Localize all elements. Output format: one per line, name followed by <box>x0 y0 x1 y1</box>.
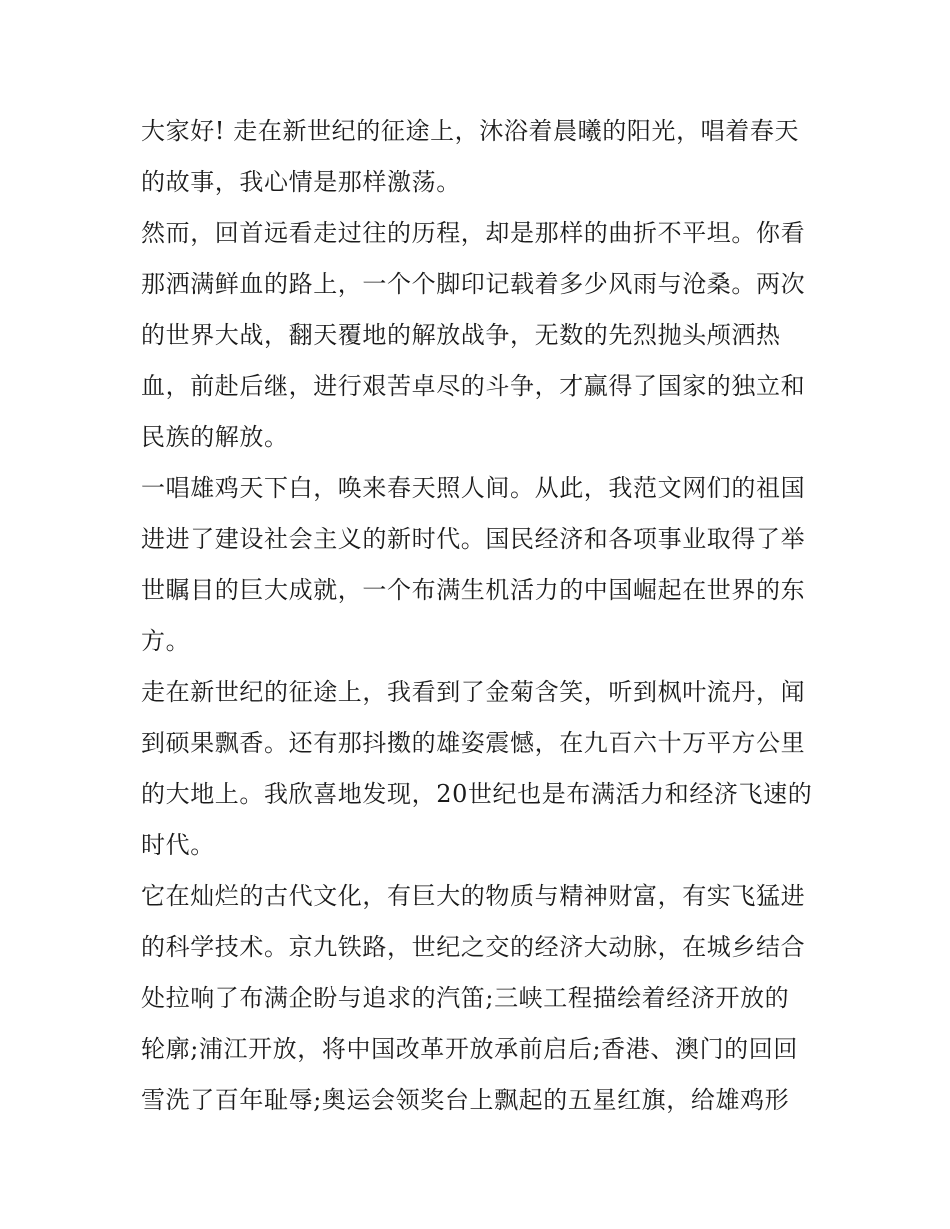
paragraph-new-century: 走在新世纪的征途上，我看到了金菊含笑，听到枫叶流丹，闻到硕果飘香。还有那抖擞的雄姿震憾，在九百六十万平方公里的大地上。我欣喜地发现，20世纪也是布满活力和经济飞速的时代。 <box>141 678 813 859</box>
paragraph-history: 然而，回首远看走过往的历程，却是那样的曲折不平坦。你看那洒满鲜血的路上，一个个脚印记载着多少风雨与沧桑。两次的世界大战，翻天覆地的解放战争，无数的先烈抛头颅洒热血，前赴后继，进行艰苦卓尽的斗争，才赢得了国家的独立和民族的解放。 <box>141 219 806 451</box>
body-text <box>141 106 813 1126</box>
paragraph-new-era: 一唱雄鸡天下白，唤来春天照人间。从此，我范文网们的祖国进进了建设社会主义的新时代。国民经济和各项事业取得了举世瞩目的巨大成就，一个布满生机活力的中国崛起在世界的东方。 <box>141 474 806 655</box>
paragraph-greeting: 大家好! 走在新世纪的征途上，沐浴着晨曦的阳光，唱着春天的故事，我心情是那样激荡。 <box>141 117 800 196</box>
paragraph-achievements: 它在灿烂的古代文化，有巨大的物质与精神财富，有实飞猛进的科学技术。京九铁路，世纪之交的经济大动脉，在城乡结合处拉响了布满企盼与追求的汽笛;三峡工程描绘着经济开放的轮廓;浦江开放，将中国改革开放承前启后;香港、澳门的回回雪洗了百年耻辱;奥运会领奖台上飘起的五星红旗，给雄鸡形 <box>141 882 806 1114</box>
